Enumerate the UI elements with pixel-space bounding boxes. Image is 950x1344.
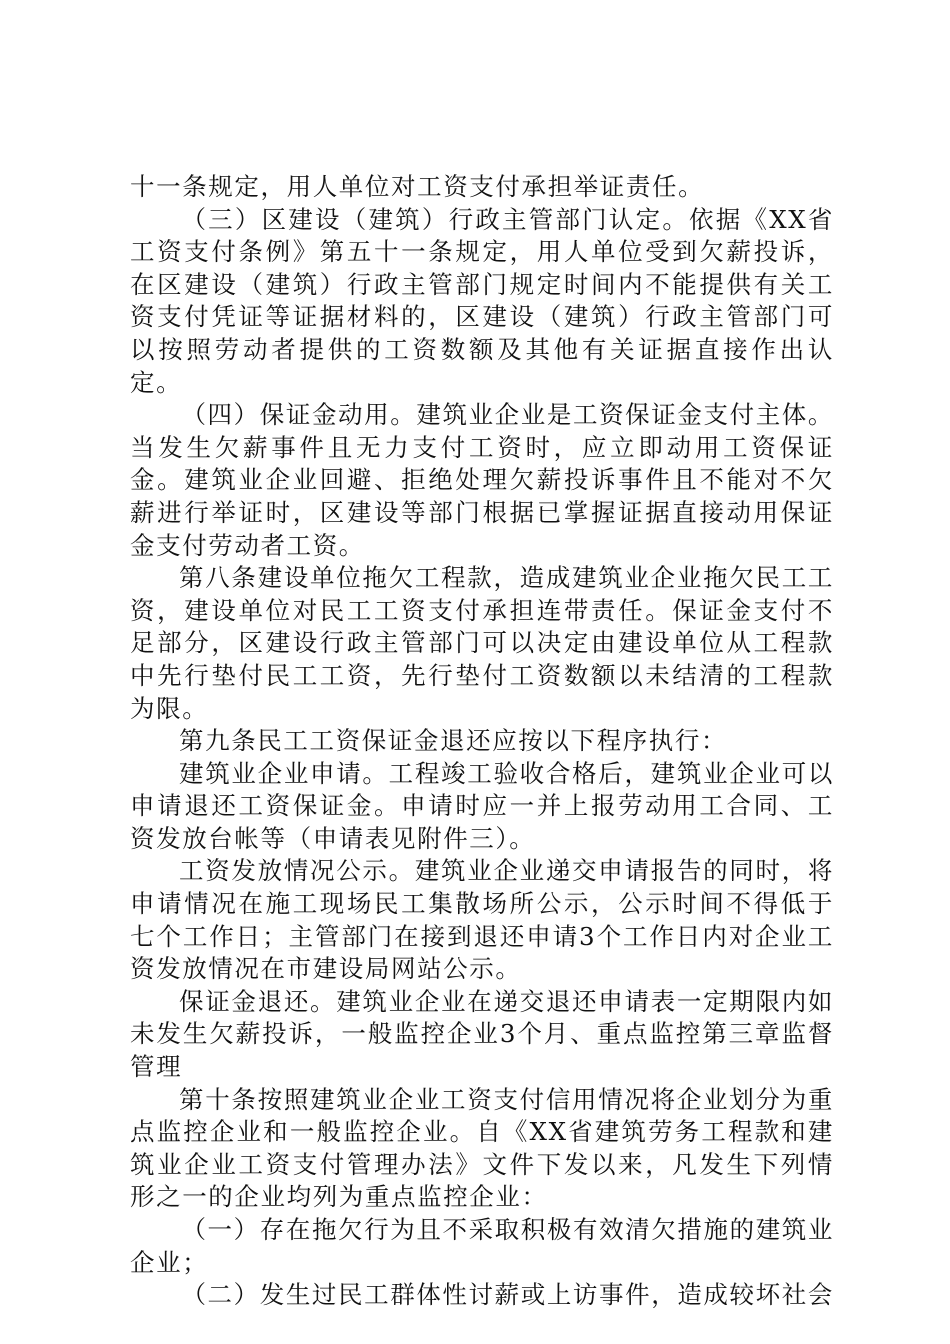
paragraph-apply: 建筑业企业申请。工程竣工验收合格后，建筑业企业可以申请退还工资保证金。申请时应一并上报劳动用工合同、工资发放台帐等（申请表见附件三）。 (130, 758, 834, 853)
paragraph-article-8: 第八条建设单位拖欠工程款，造成建筑业企业拖欠民工工资，建设单位对民工工资支付承担连带责任。保证金支付不足部分，区建设行政主管部门可以决定由建设单位从工程款中先行垫付民工工资，先行垫付工资数额以未结清的工程款为限。 (130, 563, 834, 723)
paragraph-article-9: 第九条民工工资保证金退还应按以下程序执行： (179, 726, 728, 756)
paragraph-case-1: （一）存在拖欠行为且不采取积极有效清欠措施的建筑业企业； (130, 1215, 834, 1277)
paragraph-publicity: 工资发放情况公示。建筑业企业递交申请报告的同时，将申请情况在施工现场民工集散场所公示，公示时间不得低于七个工作日；主管部门在接到退还申请3个工作日内对企业工资发放情况在市建设局网站公示。 (130, 856, 834, 984)
paragraph-continuation: 十一条规定，用人单位对工资支付承担举证责任。 (130, 172, 705, 201)
document-body (130, 171, 834, 1312)
paragraph-article-10: 第十条按照建筑业企业工资支付信用情况将企业划分为重点监控企业和一般监控企业。自《XX省建筑劳务工程款和建筑业企业工资支付管理办法》文件下发以来，凡发生下列情形之一的企业均列为重点监控企业： (130, 1084, 834, 1212)
paragraph-item-3: （三）区建设（建筑）行政主管部门认定。依据《XX省工资支付条例》第五十一条规定，用人单位受到欠薪投诉，在区建设（建筑）行政主管部门规定时间内不能提供有关工资支付凭证等证据材料的，区建设（建筑）行政主管部门可以按照劳动者提供的工资数额及其他有关证据直接作出认定。 (130, 204, 834, 397)
paragraph-case-2: （二）发生过民工群体性讨薪或上访事件，造成较坏社会 (181, 1280, 834, 1310)
paragraph-refund: 保证金退还。建筑业企业在递交退还申请表一定期限内如未发生欠薪投诉，一般监控企业3个月、重点监控第三章监督管理 (130, 986, 834, 1082)
paragraph-item-4: （四）保证金动用。建筑业企业是工资保证金支付主体。当发生欠薪事件且无力支付工资时，应立即动用工资保证金。建筑业企业回避、拒绝处理欠薪投诉事件且不能对不欠薪进行举证时，区建设等部门根据已掌握证据直接动用保证金支付劳动者工资。 (130, 400, 834, 560)
